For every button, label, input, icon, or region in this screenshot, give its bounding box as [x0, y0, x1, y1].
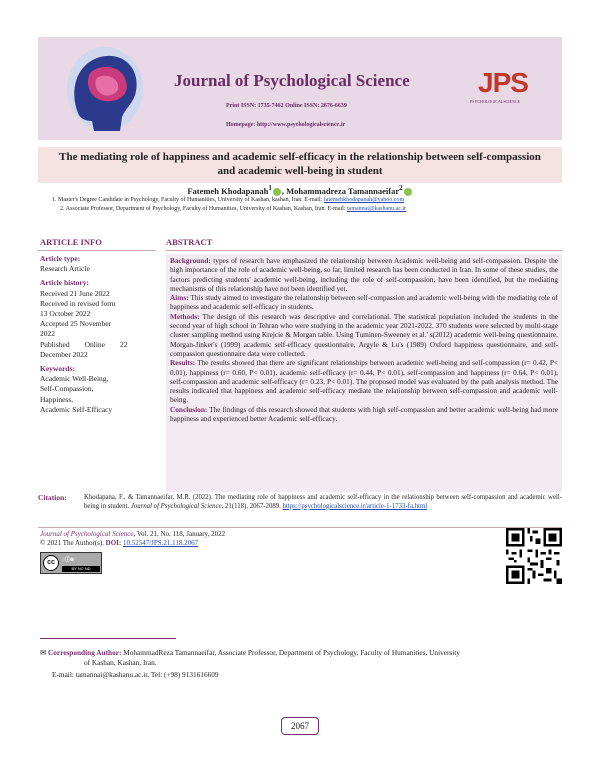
affiliation-1: [52, 196, 404, 204]
article-history-label: Article history:: [40, 278, 89, 288]
citation-label: Citation:: [38, 493, 67, 502]
keyword-item: Academic Well-Being,: [40, 374, 109, 384]
author-2: Mohammadreza Tamannaeifar: [286, 185, 400, 196]
history-item: Published Online 22: [40, 339, 128, 349]
journal-info: [40, 530, 225, 548]
contact-email-line: E-mail: tamannai@kashanu.ac.ir, Tel: (+98) 9131616609: [52, 670, 219, 679]
abstract-rule: [166, 250, 562, 251]
history-item: 2022: [40, 329, 55, 339]
citation-divider: [38, 527, 562, 528]
brain-head-logo-icon: [60, 43, 150, 135]
corresponding-author-label: Corresponding Author:: [47, 648, 122, 657]
results-label: Results:: [170, 358, 196, 368]
author-1-sup: 1: [268, 184, 272, 192]
journal-header-banner: [38, 37, 562, 140]
background-text: types of research have emphasized the relationship between Academic well-being and self-compassion. Despite the high importance of the role of academic well-being, so far, limited research has been conducted in Iran. In some of these studies, the factors predicting students' academic well-being, including the role of self-compassion, have been identified, but the mediating mechanisms of this relationship have not been identified yet.: [170, 256, 558, 293]
paper-title: The mediating role of happiness and academic self-efficacy in the relationship between self-compassion and academic well-being in student: [59, 151, 541, 177]
article-type-value: Research Article: [40, 264, 90, 274]
conclusion-label: Conclusion:: [170, 404, 208, 414]
author-line: [0, 184, 600, 196]
article-info-heading: ARTICLE INFO: [40, 237, 102, 247]
history-item: Received in revised form: [40, 298, 116, 308]
footnote-rule: [40, 638, 176, 639]
article-info-rule: [38, 250, 156, 251]
keywords-label: Keywords:: [40, 364, 75, 374]
conclusion-text: The findings of this research showed that students with high self-compassion and better academic well-being had more happiness and experienced better Academic self-efficacy.: [170, 404, 558, 424]
creative-commons-badge[interactable]: [40, 552, 102, 574]
abstract-background: [170, 256, 558, 293]
doi-link[interactable]: 10.52547/JPS.21.118.2067: [122, 539, 199, 547]
methods-text: The design of this research was descriptive and correlational. The statistical population included the students in the second year of high school in Tehran who were studying in the academic year 2021-2022. 370 students were selected by multi-stage cluster sampling method using Krejcie & Morgan table. Using Tuminen-Sweeney et al.' s(2012) academic well-being questionnaire, Morgan-Jinker's (1999) academic self-efficacy questionnaire, Argyle & Lu's (1989) Oxford happiness questionnaire, and self-compassion questionnaire data were collected.: [170, 311, 558, 358]
affiliation-2-email[interactable]: tamannai@kashanu.ac.ir: [346, 206, 407, 212]
corresponding-author-text-2: of Kashan, Kashan, Iran.: [84, 657, 157, 667]
corresponding-author-text: MohammadReza Tamannaeifar, Associate Professor, Department of Psychology, Faculty of Humanities, University: [121, 648, 460, 657]
author-2-sup: 2: [399, 184, 403, 192]
affiliation-1-text: 1. Master's Degree Candidate in Psychology, Faculty of Humanities, University of Kashan, kashan, Iran. E-mail:: [52, 197, 323, 203]
aims-text: This study aimed to investigate the relationship between self-compassion and academic well-being with the mediating role of happiness and academic self-efficacy in students.: [170, 293, 558, 312]
background-label: Background:: [170, 256, 211, 265]
article-info-column: [40, 254, 160, 415]
abstract-conclusion: [170, 405, 558, 424]
abstract-heading: ABSTRACT: [166, 237, 213, 247]
journal-name: Journal of Psychological Science: [40, 530, 134, 538]
citation-link[interactable]: https://psychologicalscience.ir/article-1-1733-fa.html: [282, 502, 428, 510]
affiliation-2: [60, 205, 406, 213]
results-text: The results showed that there are significant relationships between academic well-being and self-compassion (r= 0.42, P< 0.01), happiness (r= 0.60, P< 0.01), academic self-efficacy (r= 0.44, P< 0.01), self-compassion and happiness (r= 0.64, P< 0.01), self-compassion and academic self-efficacy (r= 0.23, P< 0.01). The proposed model was evaluated by the path analysis method. The results indicated that happiness and academic self-efficacy mediate the relationship between self-compassion and academic well-being.: [170, 358, 558, 405]
copyright-text: © 2021 The Author(s).: [40, 539, 106, 547]
history-item: Received 21 June 2022: [40, 288, 110, 298]
issn-line: Print ISSN: 1735-7462 Online ISSN: 2676-6639: [226, 103, 347, 109]
history-item: Accepted 25 November: [40, 319, 112, 329]
abstract-results: [170, 358, 558, 404]
journal-volume: , Vol. 21, No. 118, January, 2022: [133, 530, 226, 538]
abstract-box: [166, 254, 562, 492]
journal-title: Journal of Psychological Science: [174, 71, 410, 90]
jps-logo-text: JPS: [478, 67, 528, 98]
mail-icon: ✉: [40, 648, 47, 657]
cc-icons-row: ○ⓘ⊜: [62, 557, 75, 563]
doi-label: DOI:: [105, 539, 122, 547]
orcid-icon[interactable]: [273, 188, 281, 196]
citation-text: Khodapana, F., & Tamannaeifar, M.R. (2022). The mediating role of happiness and academic self-efficacy in the relationship between self-compassion and academic well-being in student.: [84, 494, 562, 510]
page-number: 2067: [281, 717, 319, 735]
author-1: Fatemeh Khodapanah: [187, 185, 269, 196]
keyword-item: Academic Self-Efficacy: [40, 404, 113, 414]
methods-label: Methods:: [170, 311, 200, 321]
article-type-label: Article type:: [40, 254, 81, 263]
homepage-link[interactable]: Homepage: http://www.psychologicalscience.ir: [226, 122, 346, 128]
cc-license-terms: BY NC ND: [62, 566, 100, 572]
cc-icon: cc: [43, 555, 59, 571]
qr-code-icon[interactable]: [506, 528, 562, 584]
aims-label: Aims:: [170, 293, 189, 303]
affiliation-2-text: 2. Associate Professor, Department of Psychology, Faculty of Humanities, University of Kashan, Kashan, Iran. E-mail:: [60, 206, 346, 212]
jps-logo-subtitle: PSYCHOLOGICALSCIENCE: [470, 99, 521, 104]
keyword-item: Self-Compassion,: [40, 384, 94, 394]
citation-rest: , 21(118), 2067-2089.: [221, 502, 281, 510]
affiliation-1-email[interactable]: fatemehkhodapanah@yahoo.com: [323, 197, 405, 203]
orcid-icon[interactable]: [404, 188, 412, 196]
abstract-aims: [170, 293, 558, 312]
keyword-item: Happiness,: [40, 394, 74, 404]
citation-body: [84, 494, 562, 512]
history-item: December 2022: [40, 349, 88, 359]
author-separator: ,: [281, 185, 287, 196]
citation-journal: Journal of Psychological Science: [130, 502, 222, 510]
corresponding-author-note: [40, 648, 562, 667]
abstract-methods: [170, 312, 558, 358]
history-item: 13 October 2022: [40, 309, 91, 319]
